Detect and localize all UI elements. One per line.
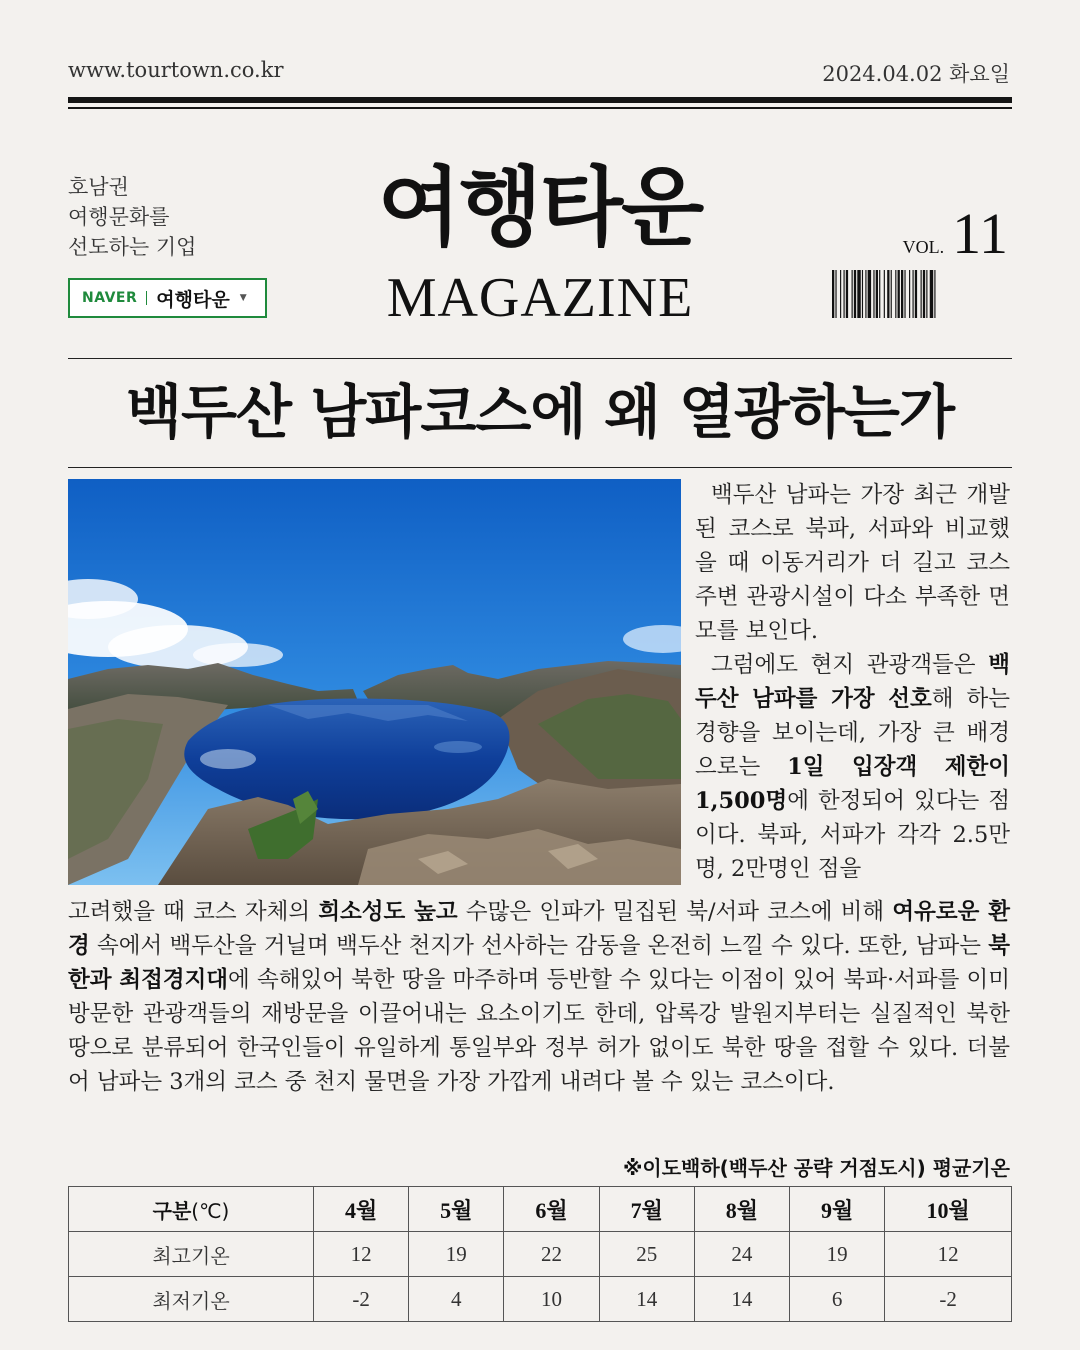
barcode-bar: [876, 270, 878, 318]
barcode-bar: [862, 270, 863, 318]
barcode-bar: [846, 270, 848, 318]
article-full-width: [68, 895, 1010, 1099]
headline: 백두산 남파코스에 왜 열광하는가: [126, 378, 954, 446]
barcode-bar: [879, 270, 880, 318]
barcode-bar: [865, 270, 866, 318]
headline-rule-top: [68, 358, 1012, 359]
barcode-bar: [844, 270, 845, 318]
naver-logo: NAVER: [82, 290, 138, 306]
barcode-bar: [840, 270, 841, 318]
barcode-bar: [873, 270, 874, 318]
barcode-bar: [934, 270, 935, 318]
dropdown-arrow-icon[interactable]: ▼: [239, 293, 247, 303]
naver-search-box[interactable]: [68, 278, 267, 318]
barcode-bar: [926, 270, 927, 318]
temperature-table: [68, 1186, 1012, 1322]
barcode-icon: [832, 270, 1010, 318]
table-cell: -2: [885, 1277, 1012, 1322]
barcode-bar: [898, 270, 900, 318]
article-emphasis: 희소성도 높고: [318, 899, 458, 925]
table-header-month: 5월: [409, 1187, 504, 1232]
table-cell: 22: [504, 1232, 599, 1277]
table-header-month: 6월: [504, 1187, 599, 1232]
table-cell: 12: [885, 1232, 1012, 1277]
masthead-title: 여행타운: [377, 158, 703, 258]
barcode-bar: [901, 270, 903, 318]
barcode-bar: [884, 270, 885, 318]
article-emphasis: 백두산 남파를 가장 선호: [695, 652, 1010, 712]
header-rule-thick: [68, 97, 1012, 103]
masthead-subtitle: MAGAZINE: [386, 267, 694, 329]
table-header-row: [69, 1187, 1012, 1232]
table-header-month: 10월: [885, 1187, 1012, 1232]
barcode-bar: [904, 270, 905, 318]
table-cell: 4: [409, 1277, 504, 1322]
barcode-bar: [909, 270, 910, 318]
vol-text: VOL.: [902, 237, 945, 257]
barcode-bar: [915, 270, 917, 318]
table-header-label: [69, 1187, 314, 1232]
table-cell: 19: [409, 1232, 504, 1277]
slogan-line: 호남권: [68, 175, 129, 199]
article-emphasis: 여유로운 환경: [68, 899, 1011, 959]
row-label: 최저기온: [69, 1277, 314, 1322]
article-text: 에 속해있어 북한 땅을 마주하며 등반할 수 있다는 이점이 있어 북파·서파를 이미 방문한 관광객들의 재방문을 이끌어내는 요소이기도 한데, 압록강 발원지부터는 실질적인 북한 땅으로 분류되어 한국인들이 유일하게 통일부와 정부 허가 없이도 북한 땅을 접할 수 있다. 더불어 남파는 3개의 코스 중 천지 물면을 가장 가깝게 내려다 볼 수 있는 코스이다.: [68, 967, 1010, 1095]
table-cell: 6: [790, 1277, 885, 1322]
volume-label: [902, 201, 1008, 266]
table-header-month: 4월: [314, 1187, 409, 1232]
table-cell: 14: [599, 1277, 694, 1322]
slogan: [68, 172, 196, 262]
article-text: 속에서 백두산을 거닐며 백두산 천지가 선사하는 감동을 온전히 느낄 수 있다. 또한, 남파는: [89, 933, 989, 959]
article-text: 수많은 인파가 밀집된 북/서파 코스에 비해: [457, 899, 893, 925]
barcode-bar: [857, 270, 860, 318]
article-emphasis: 북한과 최접경지대: [68, 933, 1010, 993]
row-label: 최고기온: [69, 1232, 314, 1277]
article-text: 해 하는 경향을 보이는데, 가장 큰 배경으로는: [695, 686, 1011, 780]
article-emphasis: 1일 입장객 제한이 1,500명: [695, 754, 1011, 814]
slogan-line: 여행문화를: [68, 205, 170, 229]
issue-date: 2024.04.02 화요일: [822, 62, 1010, 86]
table-caption: ※이도백하(백두산 공략 거점도시) 평균기온: [622, 1156, 1010, 1180]
table-cell: 10: [504, 1277, 599, 1322]
table-cell: 19: [790, 1232, 885, 1277]
barcode-bar: [923, 270, 925, 318]
article-text: 그럼에도 현지 관광객들은: [711, 652, 989, 678]
barcode-bar: [868, 270, 871, 318]
vol-number: 11: [952, 201, 1008, 266]
table-cell: 14: [694, 1277, 789, 1322]
table-header-month: 9월: [790, 1187, 885, 1232]
article-right-column: [695, 478, 1010, 886]
header-rule-thin: [68, 107, 1012, 109]
table-row: [69, 1232, 1012, 1277]
table-header-month: 7월: [599, 1187, 694, 1232]
article-text: 에 한정되어 있다는 점이다. 북파, 서파가 각각 2.5만명, 2만명인 점을: [695, 788, 1010, 882]
table-header-month: 8월: [694, 1187, 789, 1232]
barcode-bar: [832, 270, 834, 318]
barcode-bar: [930, 270, 933, 318]
article-text: 백두산 남파는 가장 최근 개발된 코스로 북파, 서파와 비교했을 때 이동거리가 더 길고 코스 주변 관광시설이 다소 부족한 면모를 보인다.: [695, 482, 1010, 644]
barcode-bar: [895, 270, 896, 318]
barcode-bar: [891, 270, 892, 318]
header-label-text: 구분: [152, 1198, 192, 1223]
table-cell: 12: [314, 1232, 409, 1277]
header-unit-text: (℃): [191, 1198, 230, 1223]
table-row: [69, 1277, 1012, 1322]
barcode-bar: [921, 270, 922, 318]
naver-divider: [146, 291, 147, 305]
table-cell: 24: [694, 1232, 789, 1277]
table-cell: 25: [599, 1232, 694, 1277]
barcode-bar: [854, 270, 856, 318]
article-text: 고려했을 때 코스 자체의: [68, 899, 319, 925]
barcode-bar: [835, 270, 836, 318]
article-photo: [68, 479, 681, 885]
site-url[interactable]: www.tourtown.co.kr: [68, 58, 284, 82]
barcode-bar: [852, 270, 853, 318]
barcode-bar: [913, 270, 914, 318]
table-cell: -2: [314, 1277, 409, 1322]
naver-search-query[interactable]: 여행타운: [156, 288, 230, 311]
barcode-bar: [887, 270, 889, 318]
headline-rule-bottom: [68, 467, 1012, 468]
slogan-line: 선도하는 기업: [68, 235, 197, 259]
